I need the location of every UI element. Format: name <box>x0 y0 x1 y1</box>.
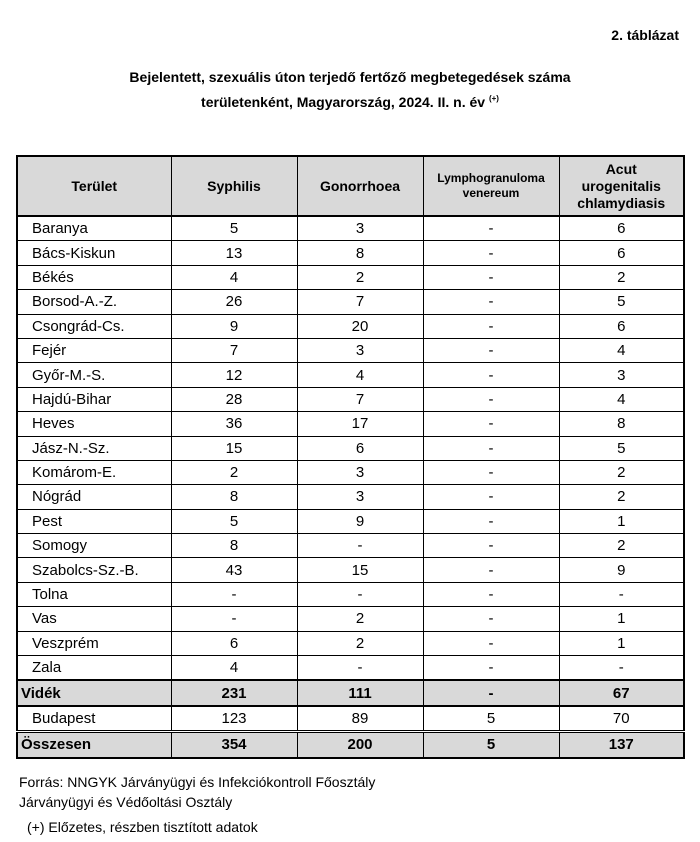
value-cell: 2 <box>297 607 423 631</box>
value-cell: 4 <box>171 656 297 681</box>
value-cell: 67 <box>559 680 684 705</box>
value-cell: 36 <box>171 412 297 436</box>
header-chlamydiasis <box>559 156 684 216</box>
region-cell: Csongrád-Cs. <box>17 314 171 338</box>
value-cell: 6 <box>559 241 684 265</box>
table-row <box>17 582 684 606</box>
header-lymphogranuloma-text: Lymphogranuloma venereum <box>437 171 545 200</box>
value-cell: - <box>423 241 559 265</box>
title-superscript: (+) <box>488 94 499 103</box>
table-row <box>17 460 684 484</box>
region-cell: Győr-M.-S. <box>17 363 171 387</box>
region-cell: Borsod-A.-Z. <box>17 290 171 314</box>
value-cell: 5 <box>423 706 559 732</box>
value-cell: - <box>423 534 559 558</box>
region-cell: Baranya <box>17 216 171 241</box>
value-cell: 7 <box>297 387 423 411</box>
value-cell: 5 <box>559 436 684 460</box>
value-cell: 7 <box>297 290 423 314</box>
source-line-2: Járványügyi és Védőoltási Osztály <box>19 794 233 810</box>
value-cell: - <box>423 509 559 533</box>
value-cell: 1 <box>559 631 684 655</box>
value-cell: - <box>423 412 559 436</box>
value-cell: 8 <box>559 412 684 436</box>
value-cell: 2 <box>171 460 297 484</box>
value-cell: - <box>423 265 559 289</box>
value-cell: 17 <box>297 412 423 436</box>
header-region: Terület <box>17 156 171 216</box>
region-cell: Budapest <box>17 706 171 732</box>
value-cell: - <box>423 582 559 606</box>
table-number-label: 2. táblázat <box>611 27 679 43</box>
table-row <box>17 265 684 289</box>
value-cell: 3 <box>297 216 423 241</box>
region-cell: Tolna <box>17 582 171 606</box>
value-cell: 13 <box>171 241 297 265</box>
title-line-2 <box>0 88 700 113</box>
region-cell: Somogy <box>17 534 171 558</box>
table-row <box>17 363 684 387</box>
region-cell: Nógrád <box>17 485 171 509</box>
value-cell: 6 <box>559 314 684 338</box>
value-cell: - <box>423 338 559 362</box>
value-cell: - <box>423 363 559 387</box>
value-cell: 3 <box>559 363 684 387</box>
value-cell: 4 <box>171 265 297 289</box>
region-cell: Zala <box>17 656 171 681</box>
value-cell: 2 <box>559 485 684 509</box>
value-cell: 2 <box>559 534 684 558</box>
value-cell: 43 <box>171 558 297 582</box>
value-cell: 9 <box>559 558 684 582</box>
value-cell: - <box>423 485 559 509</box>
table-row <box>17 558 684 582</box>
total-row <box>17 732 684 758</box>
region-cell: Veszprém <box>17 631 171 655</box>
value-cell: 12 <box>171 363 297 387</box>
value-cell: 8 <box>171 485 297 509</box>
header-gonorrhoea: Gonorrhoea <box>297 156 423 216</box>
value-cell: - <box>423 558 559 582</box>
region-cell: Vas <box>17 607 171 631</box>
header-syphilis: Syphilis <box>171 156 297 216</box>
value-cell: 123 <box>171 706 297 732</box>
table-row <box>17 412 684 436</box>
value-cell: - <box>423 631 559 655</box>
value-cell: 8 <box>297 241 423 265</box>
value-cell: 3 <box>297 485 423 509</box>
table-row <box>17 631 684 655</box>
footnote: (+) Előzetes, részben tisztított adatok <box>27 819 258 835</box>
budapest-row <box>17 706 684 732</box>
value-cell: 354 <box>171 732 297 758</box>
header-chlamydiasis-text: Acut urogenitalis chlamydiasis <box>577 160 666 211</box>
value-cell: 28 <box>171 387 297 411</box>
value-cell: - <box>423 290 559 314</box>
value-cell: 5 <box>559 290 684 314</box>
value-cell: 200 <box>297 732 423 758</box>
table-row <box>17 241 684 265</box>
value-cell: 5 <box>171 216 297 241</box>
value-cell: 6 <box>559 216 684 241</box>
value-cell: 7 <box>171 338 297 362</box>
value-cell: 2 <box>297 631 423 655</box>
title-line-2-text: területenként, Magyarország, 2024. II. n. év <box>201 94 486 110</box>
value-cell: - <box>423 656 559 681</box>
table-row <box>17 436 684 460</box>
value-cell: - <box>423 436 559 460</box>
region-cell: Hajdú-Bihar <box>17 387 171 411</box>
header-lymphogranuloma <box>423 156 559 216</box>
table-row <box>17 656 684 681</box>
value-cell: 70 <box>559 706 684 732</box>
value-cell: 9 <box>171 314 297 338</box>
value-cell: 6 <box>297 436 423 460</box>
value-cell: 2 <box>559 460 684 484</box>
value-cell: - <box>559 582 684 606</box>
value-cell: - <box>423 387 559 411</box>
value-cell: - <box>171 607 297 631</box>
videk-summary-row <box>17 680 684 705</box>
table-row <box>17 290 684 314</box>
value-cell: 8 <box>171 534 297 558</box>
value-cell: 20 <box>297 314 423 338</box>
value-cell: - <box>423 314 559 338</box>
table-header-row <box>17 156 684 216</box>
title-line-1: Bejelentett, szexuális úton terjedő fertőző megbetegedések száma <box>129 69 571 85</box>
table-row <box>17 509 684 533</box>
value-cell: 1 <box>559 607 684 631</box>
value-cell: 15 <box>171 436 297 460</box>
value-cell: 2 <box>559 265 684 289</box>
region-cell: Vidék <box>17 680 171 705</box>
value-cell: 6 <box>171 631 297 655</box>
value-cell: 137 <box>559 732 684 758</box>
value-cell: - <box>297 582 423 606</box>
value-cell: - <box>423 680 559 705</box>
region-cell: Fejér <box>17 338 171 362</box>
table-row <box>17 607 684 631</box>
disease-table <box>16 155 685 759</box>
value-cell: 3 <box>297 460 423 484</box>
region-cell: Pest <box>17 509 171 533</box>
value-cell: 2 <box>297 265 423 289</box>
source-note <box>19 772 375 812</box>
value-cell: - <box>423 216 559 241</box>
region-cell: Összesen <box>17 732 171 758</box>
region-cell: Komárom-E. <box>17 460 171 484</box>
table-row <box>17 338 684 362</box>
value-cell: - <box>423 460 559 484</box>
region-cell: Szabolcs-Sz.-B. <box>17 558 171 582</box>
page-title <box>0 67 700 113</box>
table-row <box>17 216 684 241</box>
value-cell: - <box>297 534 423 558</box>
region-cell: Békés <box>17 265 171 289</box>
table-row <box>17 485 684 509</box>
value-cell: 4 <box>559 387 684 411</box>
value-cell: 4 <box>297 363 423 387</box>
value-cell: 9 <box>297 509 423 533</box>
value-cell: 26 <box>171 290 297 314</box>
value-cell: 5 <box>423 732 559 758</box>
table-row <box>17 314 684 338</box>
value-cell: 15 <box>297 558 423 582</box>
region-cell: Heves <box>17 412 171 436</box>
value-cell: - <box>297 656 423 681</box>
table-row <box>17 534 684 558</box>
value-cell: 89 <box>297 706 423 732</box>
value-cell: 231 <box>171 680 297 705</box>
value-cell: 3 <box>297 338 423 362</box>
value-cell: - <box>559 656 684 681</box>
value-cell: - <box>423 607 559 631</box>
value-cell: 1 <box>559 509 684 533</box>
value-cell: - <box>171 582 297 606</box>
value-cell: 5 <box>171 509 297 533</box>
source-line-1: Forrás: NNGYK Járványügyi és Infekciókontroll Főosztály <box>19 774 376 790</box>
value-cell: 111 <box>297 680 423 705</box>
region-cell: Jász-N.-Sz. <box>17 436 171 460</box>
region-cell: Bács-Kiskun <box>17 241 171 265</box>
table-row <box>17 387 684 411</box>
value-cell: 4 <box>559 338 684 362</box>
